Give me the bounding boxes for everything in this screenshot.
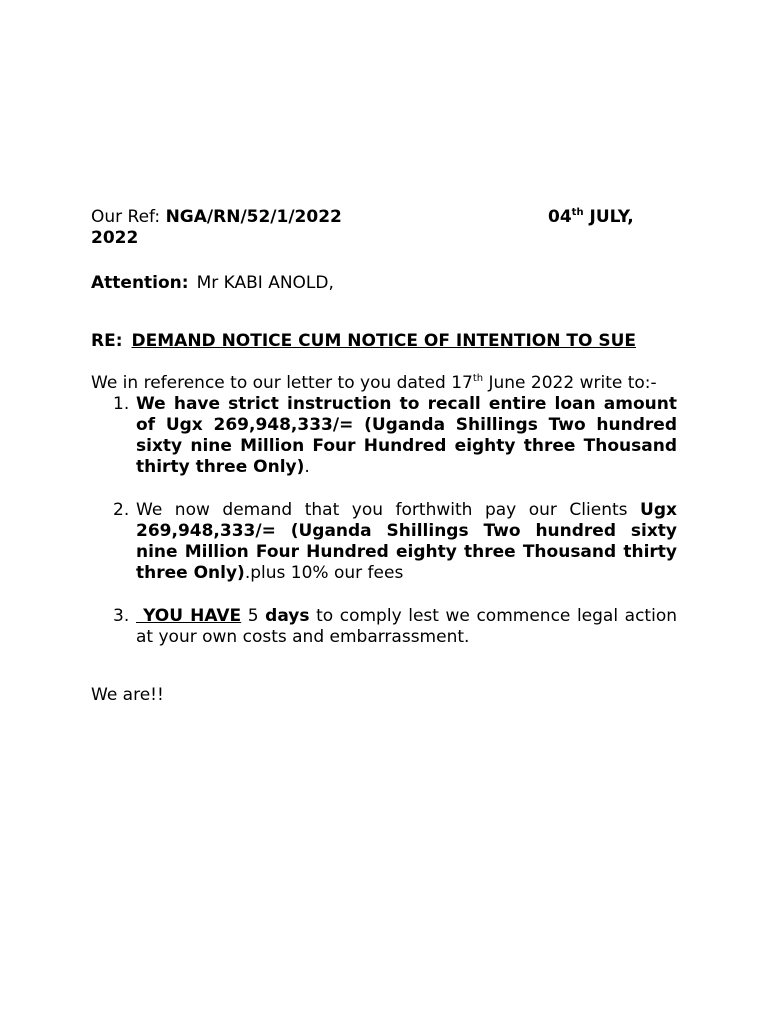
reference-line (91, 207, 677, 228)
item-2-tail: .plus 10% our fees (244, 563, 404, 583)
item-3-tail: to comply lest we commence legal action at your own costs and embarrassment. (136, 606, 677, 647)
attention-name: Mr KABI ANOLD, (196, 273, 334, 293)
item-3-unit: days (265, 606, 310, 626)
subject-line (91, 331, 677, 352)
item-1-bold: We have strict instruction to recall entire loan amount of Ugx 269,948,333/= (Uganda Shillings Two hundred sixty nine Million Four Hundred eighty three Thousand thirty three Only) (136, 394, 677, 477)
ref-label: Our Ref: (91, 207, 166, 227)
item-3-emphasis: YOU HAVE (136, 606, 242, 626)
list-number: 2. (113, 500, 130, 520)
intro-suffix: th (472, 373, 484, 384)
list-item-2 (91, 500, 677, 584)
letter-date (548, 207, 634, 228)
letter-body (91, 207, 677, 706)
subject-label: RE: (91, 331, 123, 351)
intro-after: June 2022 write to:- (483, 373, 657, 393)
closing-line: We are!! (91, 685, 164, 705)
list-item-3 (91, 606, 677, 648)
intro-before: We in reference to our letter to you dated 17 (91, 373, 473, 393)
list-number: 1. (113, 394, 130, 414)
date-suffix: th (571, 207, 584, 218)
item-2-bold: Ugx 269,948,333/= (Uganda Shillings Two hundred sixty nine Million Four Hundred eighty three Thousand thirty three Only) (136, 500, 677, 583)
date-day: 04 (548, 207, 572, 227)
intro-paragraph (91, 373, 677, 394)
ref-number: NGA/RN/52/1/2022 (165, 207, 342, 227)
list-item-1 (91, 394, 677, 478)
date-month: JULY, (583, 207, 634, 227)
item-2-lead: We now demand that you forthwith pay our Clients (136, 500, 641, 520)
attention-line (91, 273, 677, 294)
subject-title: DEMAND NOTICE CUM NOTICE OF INTENTION TO SUE (131, 331, 637, 351)
item-3-count: 5 (241, 606, 266, 626)
attention-label: Attention: (91, 273, 189, 293)
item-1-tail: . (304, 457, 310, 477)
list-number: 3. (113, 606, 130, 626)
date-year: 2022 (91, 228, 139, 248)
